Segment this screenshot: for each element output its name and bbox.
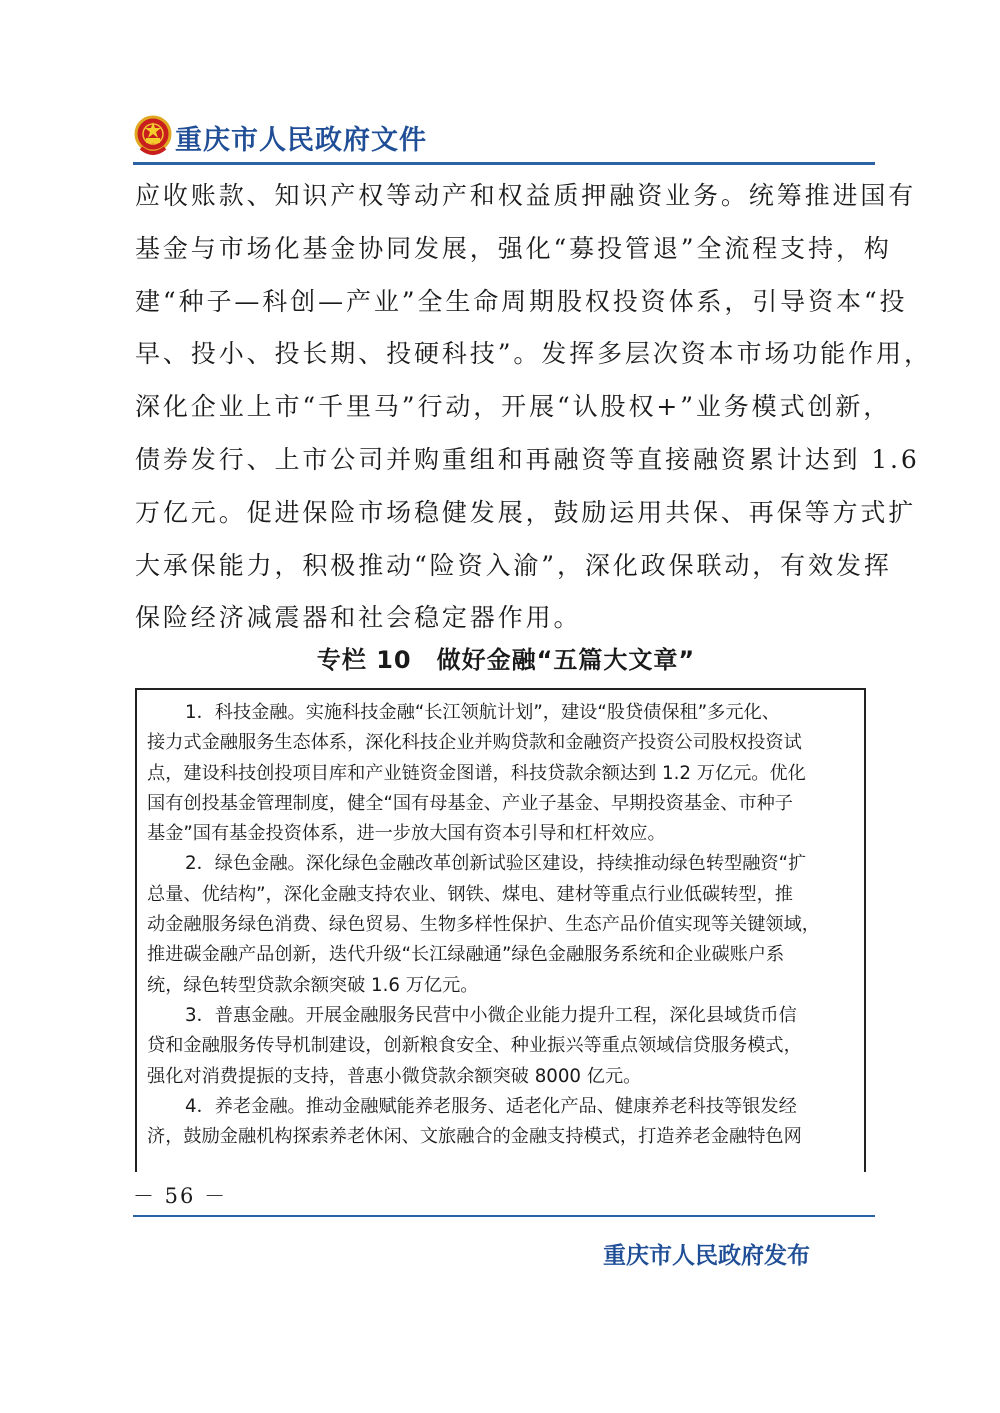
- column-paragraph: [137, 1092, 864, 1153]
- column-paragraph: [137, 849, 864, 1000]
- column-line: 强化对消费提振的支持，普惠小微贷款余额突破 8000 亿元。: [147, 1065, 642, 1087]
- column-line: 推进碳金融产品创新，迭代升级“长江绿融通”绿色金融服务系统和企业碳账户系: [147, 944, 785, 966]
- column-line: 2．绿色金融。深化绿色金融改革创新试验区建设，持续推动绿色转型融资“扩: [185, 853, 807, 875]
- column-paragraph: [137, 698, 864, 849]
- body-line: 早、投小、投长期、投硬科技”。发挥多层次资本市场功能作用，: [135, 339, 932, 369]
- column-line: 贷和金融服务传导机制建设，创新粮食安全、种业振兴等重点领域信贷服务模式，: [147, 1035, 802, 1057]
- footer-divider: [133, 1215, 875, 1217]
- column-content: [137, 690, 864, 1152]
- document-header: [133, 112, 875, 164]
- column-line: 动金融服务绿色消费、绿色贸易、生物多样性保护、生态产品价值实现等关键领域，: [147, 914, 820, 936]
- column-line: 总量、优结构”，深化金融支持农业、钢铁、煤电、建材等重点行业低碳转型，推: [147, 883, 793, 905]
- page-number: － 56 －: [133, 1184, 228, 1208]
- body-line: 债券发行、上市公司并购重组和再融资等直接融资累计达到 1.6: [135, 444, 920, 474]
- header-divider: [133, 162, 875, 165]
- body-paragraph: [135, 170, 932, 645]
- column-box: [135, 688, 866, 1172]
- column-line: 3．普惠金融。开展金融服务民营中小微企业能力提升工程，深化县域货币信: [185, 1004, 797, 1026]
- column-line: 济，鼓励金融机构探索养老休闲、文旅融合的金融支持模式，打造养老金融特色网: [147, 1126, 802, 1148]
- body-line: 保险经济减震器和社会稳定器作用。: [135, 603, 582, 633]
- body-line: 万亿元。促进保险市场稳健发展，鼓励运用共保、再保等方式扩: [135, 497, 917, 527]
- body-line: 应收账款、知识产权等动产和权益质押融资业务。统筹推进国有: [135, 181, 917, 210]
- body-line: 基金与市场化基金协同发展，强化“募投管退”全流程支持，构: [135, 233, 892, 263]
- column-line: 点，建设科技创投项目库和产业链资金图谱，科技贷款余额达到 1.2 万亿元。优化: [147, 762, 806, 784]
- column-line: 接力式金融服务生态体系，深化科技企业并购贷款和金融资产投资公司股权投资试: [147, 732, 802, 754]
- national-emblem-icon: [133, 114, 173, 158]
- column-line: 4．养老金融。推动金融赋能养老服务、适老化产品、健康养老科技等银发经: [185, 1095, 797, 1117]
- column-paragraph: [137, 1001, 864, 1092]
- column-line: 国有创投基金管理制度，健全“国有母基金、产业子基金、早期投资基金、市种子: [147, 792, 793, 814]
- column-title: 专栏 10 做好金融“五篇大文章”: [316, 646, 696, 674]
- body-line: 建“种子—科创—产业”全生命周期股权投资体系，引导资本“投: [135, 286, 908, 316]
- footer-publisher: 重庆市人民政府发布: [603, 1243, 810, 1269]
- column-line: 统，绿色转型贷款余额突破 1.6 万亿元。: [147, 974, 479, 996]
- column-line: 1．科技金融。实施科技金融“长江领航计划”，建设“股贷债保租”多元化、: [185, 702, 780, 723]
- body-line: 深化企业上市“千里马”行动，开展“认股权+”业务模式创新，: [135, 392, 892, 422]
- body-line: 大承保能力，积极推动“险资入渝”，深化政保联动，有效发挥: [135, 550, 892, 580]
- header-title: 重庆市人民政府文件: [175, 125, 427, 156]
- column-line: 基金”国有基金投资体系，进一步放大国有资本引导和杠杆效应。: [147, 823, 666, 845]
